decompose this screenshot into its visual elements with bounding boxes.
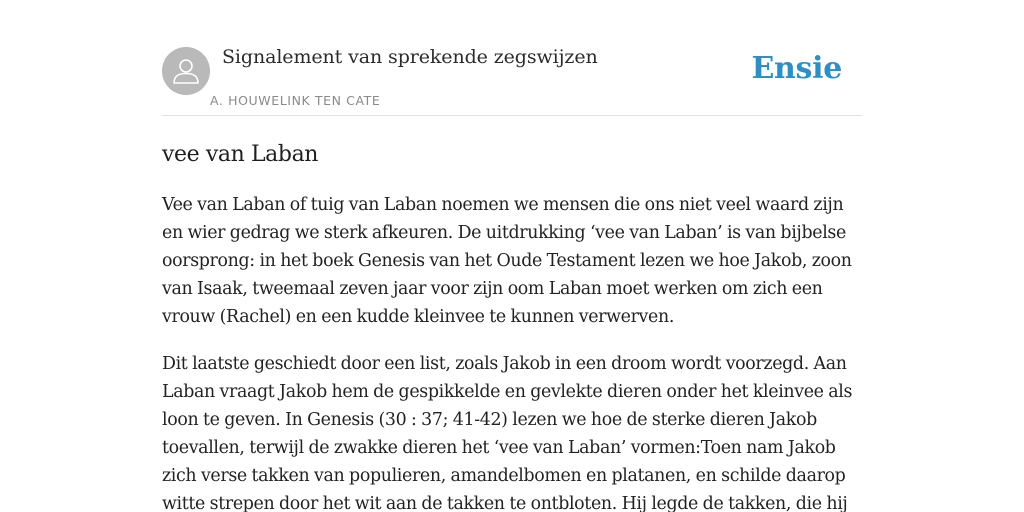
article-paragraph: Vee van Laban of tuig van Laban noemen we mensen die ons niet veel waard zijn en wier gedrag we sterk afkeuren. De uitdrukking ‘vee van Laban’ is van bijbelse oorsprong: in het boek Genesis van het Oude Testament lezen we hoe Jakob, zoon van Isaak, tweemaal zeven jaar voor zijn oom Laban moet werken om zich een vrouw (Rachel) en een kudde kleinvee te kunnen verwerven. <box>162 195 852 327</box>
collection-title[interactable]: Signalement van sprekende zegswijzen <box>222 46 598 68</box>
header <box>162 47 862 116</box>
article-paragraph: Dit laatste geschiedt door een list, zoals Jakob in een droom wordt voorzegd. Aan Laban vraagt Jakob hem de gespikkelde en gevlekte dieren onder het kleinvee als loon te geven. In Genesis (30 : 37; 41-42) lezen we hoe de sterke dieren Jakob toevallen, terwijl de zwakke dieren het ‘vee van Laban’ vormen:Toen nam Jakob zich verse takken van populieren, amandelbomen en platanen, en schilde daarop witte strepen door het wit aan de takken te ontbloten. Hij legde de takken, die hij <box>162 354 853 512</box>
avatar[interactable] <box>162 47 210 95</box>
author-name[interactable]: A. HOUWELINK TEN CATE <box>210 93 381 108</box>
brand-logo[interactable]: Ensie <box>751 51 842 86</box>
article-title: vee van Laban <box>162 142 319 167</box>
article <box>162 140 862 512</box>
user-icon <box>162 47 210 95</box>
